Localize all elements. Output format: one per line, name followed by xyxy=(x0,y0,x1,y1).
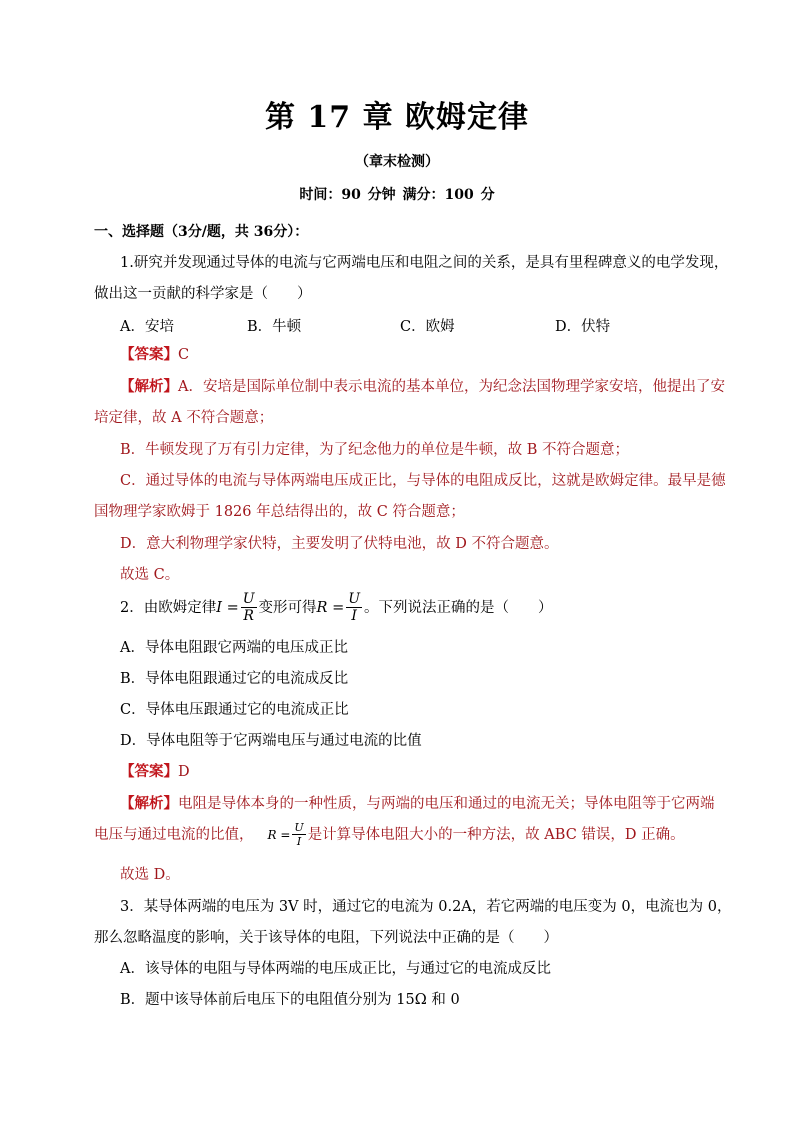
fraction-numerator: U xyxy=(242,591,255,607)
q1-analysis-c1: C．通过导体的电流与导体两端电压成正比，与导体的电阻成反比，这就是欧姆定律。最早是德 xyxy=(120,473,726,489)
q2-option-d: D．导体电阻等于它两端电压与通过电流的比值 xyxy=(120,733,422,749)
formula-fraction xyxy=(241,592,257,623)
answer-tag: 【答案】 xyxy=(120,346,178,363)
q1-option-d: D．伏特 xyxy=(555,319,611,335)
exam-time-info: 时间：90 分钟 满分：100 分 xyxy=(299,187,495,203)
formula-lhs: R = xyxy=(316,599,345,616)
formula-lhs: I = xyxy=(216,599,239,616)
fraction-denominator: I xyxy=(296,835,302,848)
q1-analysis-a2: 培定律，故 A 不符合题意； xyxy=(94,410,274,426)
analysis-text: 是计算导体电阻大小的一种方法，故 ABC 错误，D 正确。 xyxy=(307,826,685,843)
formula-fraction xyxy=(292,822,305,847)
q2-option-c: C．导体电压跟通过它的电流成正比 xyxy=(120,702,349,718)
formula-fraction xyxy=(346,592,362,623)
q2-stem-prefix: 2．由欧姆定律 xyxy=(120,599,217,616)
q1-analysis-b: B．牛顿发现了万有引力定律，为了纪念他力的单位是牛顿，故 B 不符合题意； xyxy=(120,442,630,458)
page-title: 第 17 章 欧姆定律 xyxy=(264,100,530,135)
formula-lhs: R = xyxy=(267,827,291,842)
q2-stem xyxy=(120,592,553,623)
q2-analysis-line2 xyxy=(94,822,685,847)
q3-option-a: A．该导体的电阻与导体两端的电压成正比，与通过它的电流成反比 xyxy=(120,961,551,977)
analysis-tag: 【解析】 xyxy=(120,795,178,812)
q3-option-b: B．题中该导体前后电压下的电阻值分别为 15Ω 和 0 xyxy=(120,992,460,1008)
fraction-denominator: R xyxy=(243,608,254,624)
q2-conclusion: 故选 D。 xyxy=(120,867,180,883)
q2-option-b: B．导体电阻跟通过它的电流成反比 xyxy=(120,671,349,687)
q1-stem-line2: 做出这一贡献的科学家是（ ） xyxy=(94,286,312,302)
q1-analysis-a1 xyxy=(120,377,725,397)
q3-stem-line1: 3．某导体两端的电压为 3V 时，通过它的电流为 0.2A，若它两端的电压变为 0，电流也为 0， xyxy=(120,899,732,915)
analysis-text: 电压与通过电流的比值， xyxy=(94,826,254,843)
q1-conclusion: 故选 C。 xyxy=(120,567,180,583)
q1-option-b: B．牛顿 xyxy=(247,319,302,335)
answer-value: C xyxy=(178,347,190,363)
q2-stem-suffix: 。下列说法正确的是（ ） xyxy=(364,599,553,616)
q2-stem-mid: 变形可得 xyxy=(258,599,317,616)
q2-option-a: A．导体电阻跟它两端的电压成正比 xyxy=(120,640,348,656)
fraction-numerator: U xyxy=(294,821,304,834)
q1-analysis-c2: 国物理学家欧姆于 1826 年总结得出的，故 C 符合题意； xyxy=(94,504,465,520)
q1-option-c: C．欧姆 xyxy=(400,319,455,335)
q3-stem-line2: 那么忽略温度的影响，关于该导体的电阻，下列说法中正确的是（ ） xyxy=(94,930,558,946)
answer-tag: 【答案】 xyxy=(120,763,178,780)
fraction-numerator: U xyxy=(348,591,361,607)
q1-option-a: A．安培 xyxy=(120,319,174,335)
page-subtitle: （章末检测） xyxy=(355,154,439,170)
q1-answer xyxy=(120,345,189,365)
q2-analysis-line1 xyxy=(120,794,715,814)
section-heading: 一、选择题（3分/题，共 36分）： xyxy=(94,224,309,240)
q1-stem-line1: 1.研究并发现通过导体的电流与它两端电压和电阻之间的关系，是具有里程碑意义的电学发现， xyxy=(120,255,729,271)
analysis-text: A．安培是国际单位制中表示电流的基本单位，为纪念法国物理学家安培，他提出了安 xyxy=(178,379,725,395)
q2-answer xyxy=(120,762,190,782)
fraction-denominator: I xyxy=(351,608,357,624)
analysis-text: 电阻是导体本身的一种性质，与两端的电压和通过的电流无关；导体电阻等于它两端 xyxy=(178,796,715,812)
q1-analysis-d: D．意大利物理学家伏特，主要发明了伏特电池，故 D 不符合题意。 xyxy=(120,536,559,552)
answer-value: D xyxy=(178,764,190,780)
analysis-tag: 【解析】 xyxy=(120,378,178,395)
